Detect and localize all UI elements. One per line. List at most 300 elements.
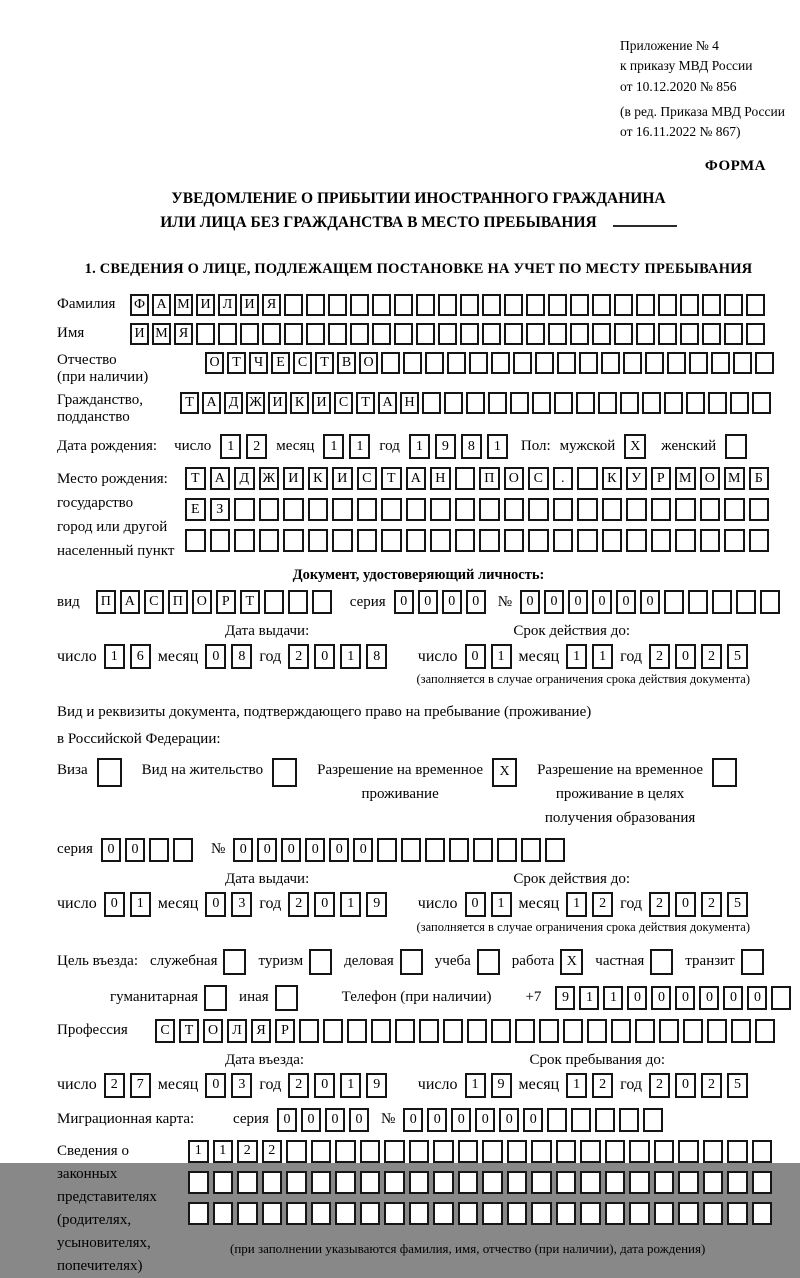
char-cell[interactable]: Р: [651, 467, 672, 490]
char-cell[interactable]: [306, 323, 325, 345]
char-cell[interactable]: И: [332, 467, 353, 490]
char-cell[interactable]: 9: [435, 434, 456, 459]
char-cell[interactable]: П: [96, 590, 116, 614]
char-cell[interactable]: 2: [592, 1073, 613, 1098]
char-cell[interactable]: О: [359, 352, 378, 374]
char-cell[interactable]: [335, 1171, 356, 1194]
char-cell[interactable]: [667, 352, 686, 374]
char-cell[interactable]: 2: [237, 1140, 258, 1163]
char-cell[interactable]: [458, 1202, 479, 1225]
char-cell[interactable]: [733, 352, 752, 374]
char-cell[interactable]: 3: [231, 1073, 252, 1098]
char-cell[interactable]: К: [602, 467, 623, 490]
char-cell[interactable]: 0: [427, 1108, 447, 1132]
char-cell[interactable]: А: [202, 392, 221, 414]
char-cell[interactable]: [283, 529, 304, 552]
char-cell[interactable]: [504, 498, 525, 521]
char-cell[interactable]: [553, 529, 574, 552]
char-cell[interactable]: [455, 498, 476, 521]
char-cell[interactable]: [712, 590, 732, 614]
char-cell[interactable]: [563, 1019, 583, 1043]
char-cell[interactable]: [619, 1108, 639, 1132]
char-cell[interactable]: 0: [314, 892, 335, 917]
char-cell[interactable]: 9: [555, 986, 575, 1010]
char-cell[interactable]: [654, 1202, 675, 1225]
char-cell[interactable]: [702, 294, 721, 316]
char-cell[interactable]: 8: [231, 644, 252, 669]
char-cell[interactable]: [731, 1019, 751, 1043]
char-cell[interactable]: [309, 949, 332, 975]
char-cell[interactable]: [602, 498, 623, 521]
char-cell[interactable]: [409, 1140, 430, 1163]
char-cell[interactable]: [680, 294, 699, 316]
char-cell[interactable]: А: [120, 590, 140, 614]
char-cell[interactable]: Т: [179, 1019, 199, 1043]
char-cell[interactable]: [659, 1019, 679, 1043]
char-cell[interactable]: [372, 323, 391, 345]
char-cell[interactable]: [422, 392, 441, 414]
char-cell[interactable]: [473, 838, 493, 862]
char-cell[interactable]: [576, 392, 595, 414]
char-cell[interactable]: [755, 352, 774, 374]
char-cell[interactable]: И: [268, 392, 287, 414]
char-cell[interactable]: [658, 323, 677, 345]
char-cell[interactable]: 1: [566, 644, 587, 669]
char-cell[interactable]: 9: [491, 1073, 512, 1098]
char-cell[interactable]: 1: [104, 644, 125, 669]
char-cell[interactable]: 1: [579, 986, 599, 1010]
char-cell[interactable]: И: [283, 467, 304, 490]
char-cell[interactable]: 0: [442, 590, 462, 614]
char-cell[interactable]: [724, 323, 743, 345]
char-cell[interactable]: [409, 1171, 430, 1194]
char-cell[interactable]: И: [312, 392, 331, 414]
char-cell[interactable]: [664, 392, 683, 414]
char-cell[interactable]: [703, 1140, 724, 1163]
char-cell[interactable]: 2: [701, 1073, 722, 1098]
char-cell[interactable]: [210, 529, 231, 552]
char-cell[interactable]: [626, 529, 647, 552]
char-cell[interactable]: [629, 1171, 650, 1194]
char-cell[interactable]: 0: [465, 892, 486, 917]
char-cell[interactable]: [237, 1202, 258, 1225]
char-cell[interactable]: [213, 1171, 234, 1194]
char-cell[interactable]: Р: [275, 1019, 295, 1043]
char-cell[interactable]: [504, 529, 525, 552]
char-cell[interactable]: [218, 323, 237, 345]
char-cell[interactable]: [580, 1202, 601, 1225]
char-cell[interactable]: [384, 1171, 405, 1194]
char-cell[interactable]: [531, 1140, 552, 1163]
char-cell[interactable]: [384, 1140, 405, 1163]
char-cell[interactable]: 5: [727, 644, 748, 669]
char-cell[interactable]: [605, 1202, 626, 1225]
char-cell[interactable]: [746, 323, 765, 345]
char-cell[interactable]: [460, 294, 479, 316]
char-cell[interactable]: М: [675, 467, 696, 490]
char-cell[interactable]: [686, 392, 705, 414]
char-cell[interactable]: [284, 294, 303, 316]
char-cell[interactable]: 1: [220, 434, 241, 459]
char-cell[interactable]: [286, 1140, 307, 1163]
char-cell[interactable]: 0: [205, 892, 226, 917]
char-cell[interactable]: 2: [288, 1073, 309, 1098]
char-cell[interactable]: 1: [465, 1073, 486, 1098]
char-cell[interactable]: Т: [315, 352, 334, 374]
char-cell[interactable]: [430, 529, 451, 552]
char-cell[interactable]: [570, 294, 589, 316]
char-cell[interactable]: [620, 392, 639, 414]
char-cell[interactable]: 1: [340, 1073, 361, 1098]
char-cell[interactable]: [727, 1140, 748, 1163]
char-cell[interactable]: [553, 498, 574, 521]
char-cell[interactable]: 2: [288, 644, 309, 669]
char-cell[interactable]: [299, 1019, 319, 1043]
char-cell[interactable]: [497, 838, 517, 862]
char-cell[interactable]: [311, 1202, 332, 1225]
char-cell[interactable]: [259, 529, 280, 552]
char-cell[interactable]: [406, 498, 427, 521]
char-cell[interactable]: Ж: [259, 467, 280, 490]
char-cell[interactable]: [629, 1202, 650, 1225]
char-cell[interactable]: О: [192, 590, 212, 614]
char-cell[interactable]: [752, 1171, 773, 1194]
char-cell[interactable]: [149, 838, 169, 862]
char-cell[interactable]: Н: [400, 392, 419, 414]
char-cell[interactable]: [482, 1140, 503, 1163]
char-cell[interactable]: [724, 498, 745, 521]
char-cell[interactable]: [433, 1171, 454, 1194]
char-cell[interactable]: [611, 1019, 631, 1043]
char-cell[interactable]: [595, 1108, 615, 1132]
char-cell[interactable]: [455, 529, 476, 552]
char-cell[interactable]: [601, 352, 620, 374]
char-cell[interactable]: [479, 498, 500, 521]
char-cell[interactable]: [741, 949, 764, 975]
char-cell[interactable]: [335, 1140, 356, 1163]
char-cell[interactable]: 0: [675, 1073, 696, 1098]
char-cell[interactable]: 0: [523, 1108, 543, 1132]
char-cell[interactable]: [504, 323, 523, 345]
char-cell[interactable]: 0: [349, 1108, 369, 1132]
char-cell[interactable]: [323, 1019, 343, 1043]
char-cell[interactable]: [381, 352, 400, 374]
char-cell[interactable]: [204, 985, 227, 1011]
char-cell[interactable]: [678, 1171, 699, 1194]
char-cell[interactable]: М: [724, 467, 745, 490]
char-cell[interactable]: [371, 1019, 391, 1043]
char-cell[interactable]: [400, 949, 423, 975]
char-cell[interactable]: [587, 1019, 607, 1043]
char-cell[interactable]: 1: [130, 892, 151, 917]
char-cell[interactable]: Ф: [130, 294, 149, 316]
char-cell[interactable]: С: [334, 392, 353, 414]
char-cell[interactable]: [401, 838, 421, 862]
char-cell[interactable]: [689, 352, 708, 374]
char-cell[interactable]: [372, 294, 391, 316]
char-cell[interactable]: [311, 1171, 332, 1194]
char-cell[interactable]: X: [624, 434, 646, 459]
char-cell[interactable]: [708, 392, 727, 414]
char-cell[interactable]: [727, 1202, 748, 1225]
char-cell[interactable]: [707, 1019, 727, 1043]
char-cell[interactable]: [262, 1202, 283, 1225]
char-cell[interactable]: 0: [675, 644, 696, 669]
char-cell[interactable]: 0: [305, 838, 325, 862]
char-cell[interactable]: [328, 294, 347, 316]
char-cell[interactable]: Я: [251, 1019, 271, 1043]
char-cell[interactable]: А: [210, 467, 231, 490]
char-cell[interactable]: [556, 1140, 577, 1163]
char-cell[interactable]: 2: [262, 1140, 283, 1163]
char-cell[interactable]: [554, 392, 573, 414]
char-cell[interactable]: [507, 1140, 528, 1163]
char-cell[interactable]: [626, 498, 647, 521]
char-cell[interactable]: [237, 1171, 258, 1194]
char-cell[interactable]: [510, 392, 529, 414]
char-cell[interactable]: [577, 498, 598, 521]
char-cell[interactable]: [571, 1108, 591, 1132]
char-cell[interactable]: [570, 323, 589, 345]
char-cell[interactable]: [592, 294, 611, 316]
char-cell[interactable]: [419, 1019, 439, 1043]
char-cell[interactable]: [449, 838, 469, 862]
char-cell[interactable]: [539, 1019, 559, 1043]
char-cell[interactable]: [528, 498, 549, 521]
char-cell[interactable]: [605, 1171, 626, 1194]
char-cell[interactable]: [416, 323, 435, 345]
char-cell[interactable]: 1: [592, 644, 613, 669]
char-cell[interactable]: [458, 1171, 479, 1194]
char-cell[interactable]: 0: [205, 1073, 226, 1098]
char-cell[interactable]: [711, 352, 730, 374]
char-cell[interactable]: 0: [640, 590, 660, 614]
char-cell[interactable]: М: [152, 323, 171, 345]
char-cell[interactable]: [259, 498, 280, 521]
char-cell[interactable]: 0: [544, 590, 564, 614]
char-cell[interactable]: [240, 323, 259, 345]
char-cell[interactable]: [645, 352, 664, 374]
char-cell[interactable]: Л: [218, 294, 237, 316]
char-cell[interactable]: [592, 323, 611, 345]
char-cell[interactable]: 0: [233, 838, 253, 862]
char-cell[interactable]: С: [528, 467, 549, 490]
char-cell[interactable]: Я: [262, 294, 281, 316]
char-cell[interactable]: [406, 529, 427, 552]
char-cell[interactable]: 0: [475, 1108, 495, 1132]
char-cell[interactable]: [466, 392, 485, 414]
char-cell[interactable]: А: [152, 294, 171, 316]
char-cell[interactable]: [675, 529, 696, 552]
char-cell[interactable]: [286, 1202, 307, 1225]
char-cell[interactable]: 1: [340, 644, 361, 669]
char-cell[interactable]: [755, 1019, 775, 1043]
char-cell[interactable]: [350, 294, 369, 316]
char-cell[interactable]: [531, 1171, 552, 1194]
char-cell[interactable]: М: [174, 294, 193, 316]
char-cell[interactable]: [185, 529, 206, 552]
char-cell[interactable]: 2: [649, 644, 670, 669]
char-cell[interactable]: 1: [409, 434, 430, 459]
char-cell[interactable]: [425, 838, 445, 862]
char-cell[interactable]: [712, 758, 737, 787]
char-cell[interactable]: [394, 323, 413, 345]
char-cell[interactable]: С: [144, 590, 164, 614]
char-cell[interactable]: 5: [727, 1073, 748, 1098]
char-cell[interactable]: 0: [520, 590, 540, 614]
char-cell[interactable]: [491, 1019, 511, 1043]
char-cell[interactable]: [347, 1019, 367, 1043]
char-cell[interactable]: [262, 1171, 283, 1194]
char-cell[interactable]: [547, 1108, 567, 1132]
char-cell[interactable]: [264, 590, 284, 614]
char-cell[interactable]: [642, 392, 661, 414]
char-cell[interactable]: С: [293, 352, 312, 374]
char-cell[interactable]: 0: [675, 986, 695, 1010]
char-cell[interactable]: [357, 529, 378, 552]
char-cell[interactable]: 0: [314, 1073, 335, 1098]
char-cell[interactable]: [683, 1019, 703, 1043]
char-cell[interactable]: П: [479, 467, 500, 490]
char-cell[interactable]: [262, 323, 281, 345]
char-cell[interactable]: [752, 392, 771, 414]
char-cell[interactable]: Т: [180, 392, 199, 414]
char-cell[interactable]: [308, 498, 329, 521]
char-cell[interactable]: [360, 1140, 381, 1163]
char-cell[interactable]: [360, 1171, 381, 1194]
char-cell[interactable]: О: [700, 467, 721, 490]
char-cell[interactable]: Б: [749, 467, 770, 490]
char-cell[interactable]: 0: [627, 986, 647, 1010]
char-cell[interactable]: [288, 590, 308, 614]
char-cell[interactable]: 8: [461, 434, 482, 459]
char-cell[interactable]: [384, 1202, 405, 1225]
char-cell[interactable]: 0: [466, 590, 486, 614]
char-cell[interactable]: 0: [281, 838, 301, 862]
char-cell[interactable]: Т: [381, 467, 402, 490]
char-cell[interactable]: [636, 323, 655, 345]
char-cell[interactable]: [651, 529, 672, 552]
char-cell[interactable]: [306, 294, 325, 316]
char-cell[interactable]: О: [203, 1019, 223, 1043]
char-cell[interactable]: [312, 590, 332, 614]
char-cell[interactable]: Ж: [246, 392, 265, 414]
char-cell[interactable]: 1: [188, 1140, 209, 1163]
char-cell[interactable]: [730, 392, 749, 414]
char-cell[interactable]: 0: [723, 986, 743, 1010]
char-cell[interactable]: [736, 590, 756, 614]
char-cell[interactable]: [482, 323, 501, 345]
char-cell[interactable]: [196, 323, 215, 345]
char-cell[interactable]: [700, 529, 721, 552]
char-cell[interactable]: 0: [394, 590, 414, 614]
char-cell[interactable]: [557, 352, 576, 374]
char-cell[interactable]: 6: [130, 644, 151, 669]
char-cell[interactable]: [664, 590, 684, 614]
char-cell[interactable]: [526, 294, 545, 316]
char-cell[interactable]: [614, 323, 633, 345]
char-cell[interactable]: [700, 498, 721, 521]
char-cell[interactable]: [752, 1202, 773, 1225]
char-cell[interactable]: 1: [340, 892, 361, 917]
char-cell[interactable]: [635, 1019, 655, 1043]
char-cell[interactable]: В: [337, 352, 356, 374]
char-cell[interactable]: [526, 323, 545, 345]
char-cell[interactable]: 0: [329, 838, 349, 862]
char-cell[interactable]: [577, 467, 598, 490]
char-cell[interactable]: [749, 529, 770, 552]
char-cell[interactable]: Т: [240, 590, 260, 614]
char-cell[interactable]: [332, 498, 353, 521]
char-cell[interactable]: X: [560, 949, 583, 975]
char-cell[interactable]: Д: [224, 392, 243, 414]
char-cell[interactable]: [680, 323, 699, 345]
char-cell[interactable]: 0: [651, 986, 671, 1010]
char-cell[interactable]: [234, 529, 255, 552]
char-cell[interactable]: 1: [349, 434, 370, 459]
char-cell[interactable]: [350, 323, 369, 345]
char-cell[interactable]: [727, 1171, 748, 1194]
char-cell[interactable]: 9: [366, 1073, 387, 1098]
char-cell[interactable]: [491, 352, 510, 374]
char-cell[interactable]: [703, 1202, 724, 1225]
char-cell[interactable]: 0: [699, 986, 719, 1010]
char-cell[interactable]: 2: [649, 892, 670, 917]
char-cell[interactable]: 0: [465, 644, 486, 669]
char-cell[interactable]: [746, 294, 765, 316]
char-cell[interactable]: [724, 294, 743, 316]
char-cell[interactable]: [605, 1140, 626, 1163]
char-cell[interactable]: [654, 1171, 675, 1194]
char-cell[interactable]: [360, 1202, 381, 1225]
char-cell[interactable]: [531, 1202, 552, 1225]
char-cell[interactable]: С: [357, 467, 378, 490]
char-cell[interactable]: [482, 1171, 503, 1194]
char-cell[interactable]: [513, 352, 532, 374]
char-cell[interactable]: [377, 838, 397, 862]
char-cell[interactable]: [173, 838, 193, 862]
char-cell[interactable]: [455, 467, 476, 490]
char-cell[interactable]: [416, 294, 435, 316]
char-cell[interactable]: [438, 294, 457, 316]
char-cell[interactable]: [460, 323, 479, 345]
char-cell[interactable]: [580, 1140, 601, 1163]
char-cell[interactable]: [577, 529, 598, 552]
char-cell[interactable]: [675, 498, 696, 521]
char-cell[interactable]: Д: [234, 467, 255, 490]
char-cell[interactable]: 0: [205, 644, 226, 669]
char-cell[interactable]: [548, 294, 567, 316]
char-cell[interactable]: С: [155, 1019, 175, 1043]
char-cell[interactable]: [272, 758, 297, 787]
char-cell[interactable]: Л: [227, 1019, 247, 1043]
char-cell[interactable]: 1: [213, 1140, 234, 1163]
char-cell[interactable]: [688, 590, 708, 614]
char-cell[interactable]: [702, 323, 721, 345]
char-cell[interactable]: Р: [216, 590, 236, 614]
char-cell[interactable]: [458, 1140, 479, 1163]
char-cell[interactable]: [430, 498, 451, 521]
char-cell[interactable]: [335, 1202, 356, 1225]
char-cell[interactable]: [332, 529, 353, 552]
char-cell[interactable]: [650, 949, 673, 975]
char-cell[interactable]: 5: [727, 892, 748, 917]
char-cell[interactable]: 2: [592, 892, 613, 917]
char-cell[interactable]: [724, 529, 745, 552]
char-cell[interactable]: 0: [403, 1108, 423, 1132]
char-cell[interactable]: 0: [568, 590, 588, 614]
char-cell[interactable]: 1: [491, 892, 512, 917]
